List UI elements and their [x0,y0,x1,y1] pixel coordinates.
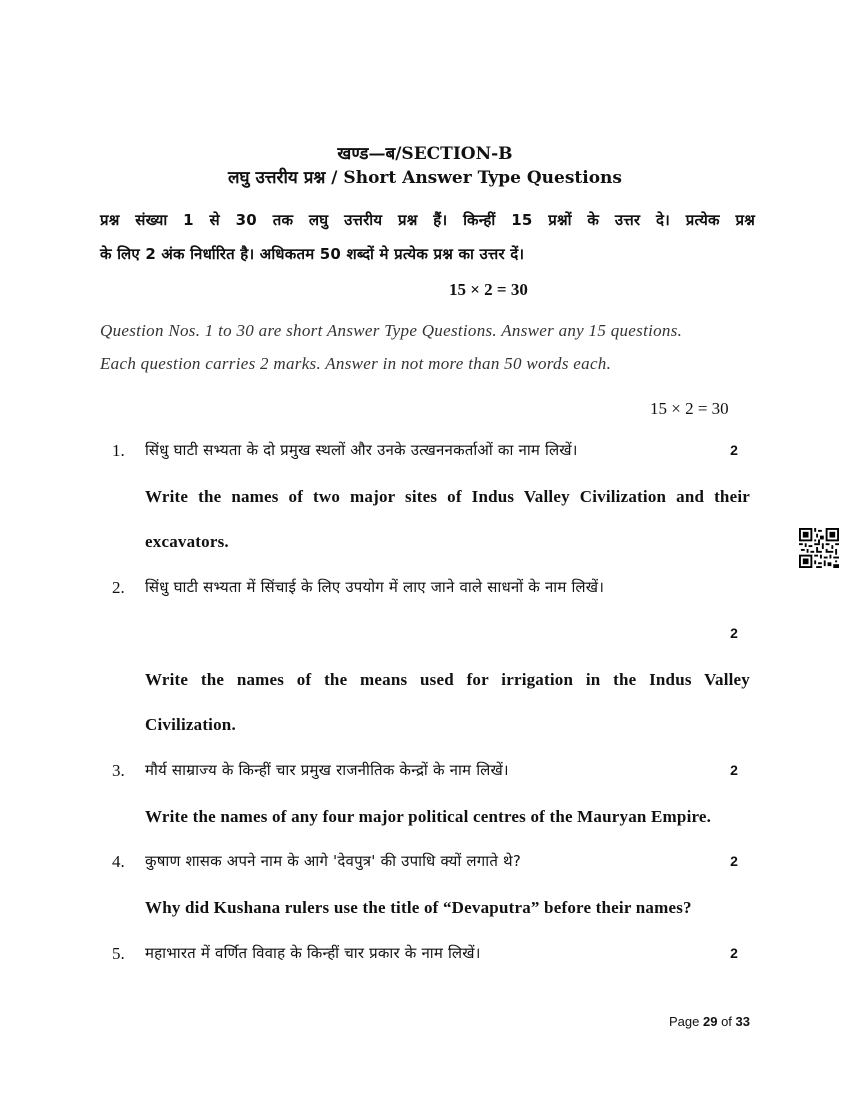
page-number [600,1014,750,1029]
question-english-text: Why did Kushana rulers use the title of “Devaputra” before their names? [145,898,692,917]
hindi-instruction-line-1: प्रश्न संख्या 1 से 30 तक लघु उत्तरीय प्रश्न हैं। किन्हीं 15 प्रश्नों के उत्तर दे। प्रत्येक प्रश्न [100,211,755,229]
section-title: खण्ड—ब/SECTION-B [337,144,513,164]
hindi-instruction-line-2: के लिए 2 अंक निर्धारित है। अधिकतम 50 शब्दों मे प्रत्येक प्रश्न का उत्तर दें। [100,245,525,263]
question-marks: 2 [730,625,738,641]
question-english-text-continued: Civilization. [145,715,236,734]
question-hindi-text: सिंधु घाटी सभ्यता के दो प्रमुख स्थलों और उनके उत्खननकर्ताओं का नाम लिखें। [145,441,578,459]
question-marks: 2 [730,442,738,458]
english-marks-formula: 15 × 2 = 30 [650,399,729,418]
page-current: 29 [702,1014,718,1029]
section-subtitle: लघु उत्तरीय प्रश्न / Short Answer Type Questions [228,168,622,188]
qr-code-icon [799,528,839,568]
page-total: 33 [735,1014,750,1029]
question-number: 4. [112,852,125,871]
question-number: 3. [112,761,125,780]
question-number: 5. [112,944,125,963]
question-hindi-text: महाभारत में वर्णित विवाह के किन्हीं चार प्रकार के नाम लिखें। [145,944,481,962]
hindi-marks-formula: 15 × 2 = 30 [449,280,528,299]
question-hindi-text: कुषाण शासक अपने नाम के आगे 'देवपुत्र' की उपाधि क्यों लगाते थे? [145,852,521,870]
question-number: 2. [112,578,125,597]
question-number: 1. [112,441,125,460]
question-hindi-text: सिंधु घाटी सभ्यता में सिंचाई के लिए उपयोग में लाए जाने वाले साधनों के नाम लिखें। [145,578,605,596]
question-english-text: Write the names of any four major political centres of the Mauryan Empire. [145,807,712,826]
question-english-text: Write the names of two major sites of Indus Valley Civilization and their [145,487,750,506]
question-marks: 2 [730,762,738,778]
english-instruction-line-1: Question Nos. 1 to 30 are short Answer Type Questions. Answer any 15 questions. [100,321,683,340]
question-hindi-text: मौर्य साम्राज्य के किन्हीं चार प्रमुख राजनीतिक केन्द्रों के नाम लिखें। [145,761,509,779]
question-english-text: Write the names of the means used for irrigation in the Indus Valley [145,670,750,689]
question-marks: 2 [730,853,738,869]
page-of: of [721,1014,732,1029]
question-english-text-continued: excavators. [145,532,229,551]
english-instruction-line-2: Each question carries 2 marks. Answer in not more than 50 words each. [100,354,612,373]
question-marks: 2 [730,945,738,961]
page-prefix: Page [668,1014,700,1029]
